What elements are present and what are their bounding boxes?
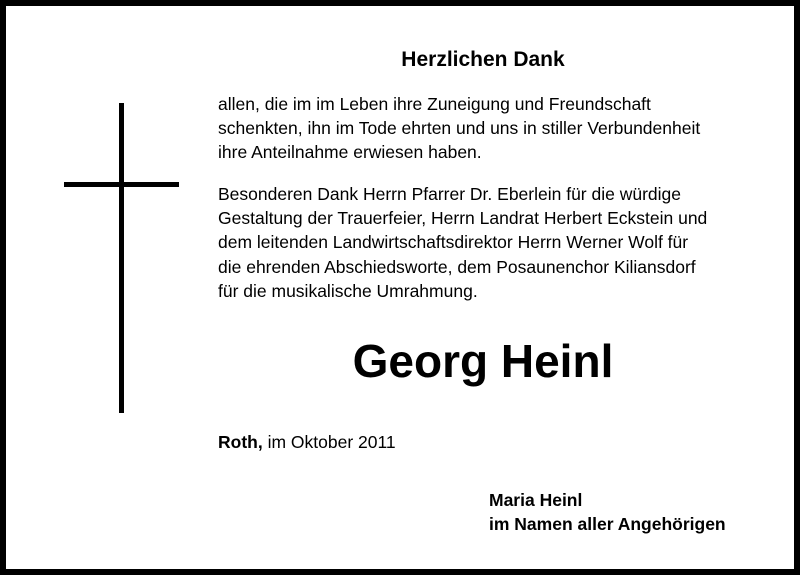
- signature-name: Maria Heinl: [489, 490, 583, 510]
- cross-vertical-bar: [119, 103, 124, 413]
- place-date: [218, 430, 396, 454]
- paragraph-line: dem leitenden Landwirtschaftsdirektor Herrn Werner Wolf für: [218, 232, 689, 253]
- paragraph-line: Gestaltung der Trauerfeier, Herrn Landrat Herbert Eckstein und: [218, 208, 708, 229]
- paragraph-line: schenkten, ihn im Tode ehrten und uns in stiller Verbundenheit: [218, 118, 701, 139]
- paragraph-line: allen, die im im Leben ihre Zuneigung und Freundschaft: [218, 94, 651, 114]
- thanks-paragraph: [218, 92, 758, 165]
- signature-line: im Namen aller Angehörigen: [489, 514, 726, 534]
- date: im Oktober 2011: [262, 432, 396, 452]
- signature: [489, 488, 726, 536]
- cross-horizontal-bar: [64, 182, 179, 187]
- paragraph-line: für die musikalische Umrahmung.: [218, 280, 478, 301]
- special-thanks-paragraph: [218, 182, 758, 303]
- paragraph-line: Besonderen Dank Herrn Pfarrer Dr. Eberlein für die würdige: [218, 184, 681, 204]
- paragraph-line: ihre Anteilnahme erwiesen haben.: [218, 142, 482, 163]
- paragraph-line: die ehrenden Abschiedsworte, dem Posaunenchor Kiliansdorf: [218, 256, 696, 277]
- place: Roth,: [218, 432, 263, 452]
- heading: Herzlichen Dank: [401, 48, 565, 71]
- deceased-name: Georg Heinl: [352, 335, 614, 387]
